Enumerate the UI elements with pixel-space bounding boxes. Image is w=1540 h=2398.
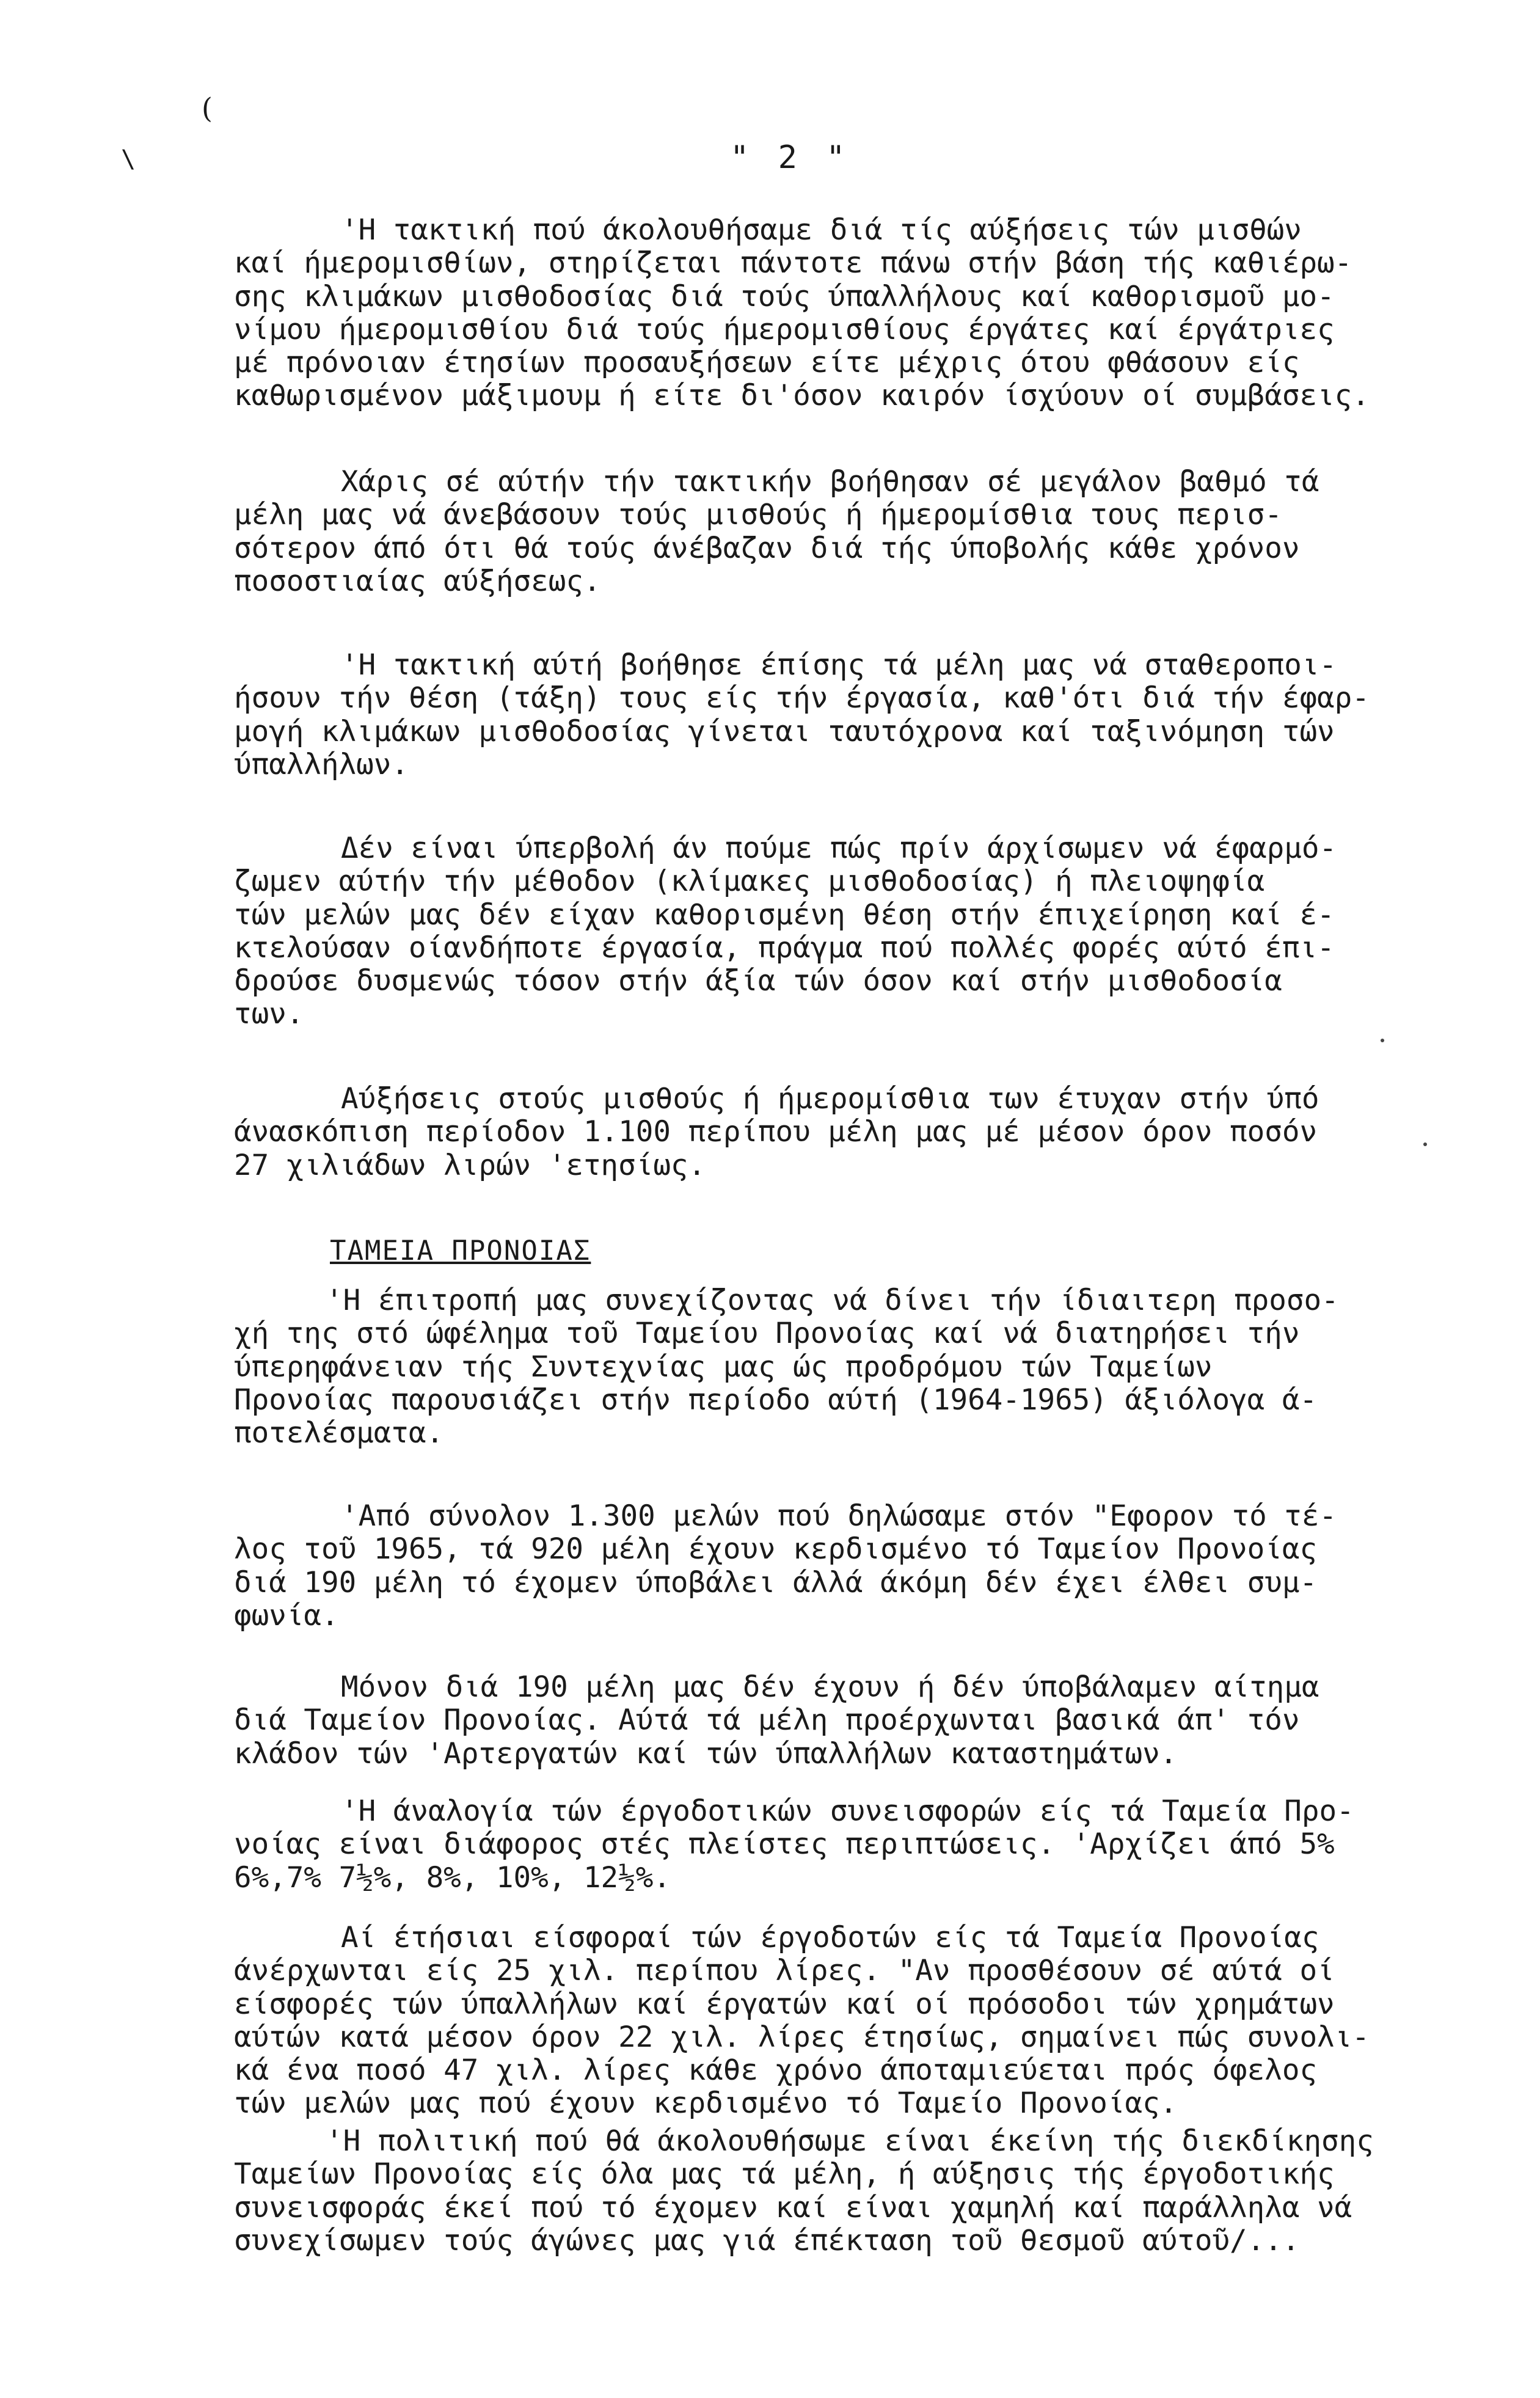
- text-line: 'Η πολιτική πού θά άκολουθήσωμε είναι έκείνη τής διεκδίκησης: [326, 2124, 1374, 2158]
- text-line: κτελούσαν οίανδήποτε έργασία, πράγμα πού πολλές φορές αύτό έπι-: [234, 930, 1335, 965]
- text-line: ζωμεν αύτήν τήν μέθοδον (κλίμακες μισθοδοσίας) ή πλειοψηφία: [234, 865, 1265, 899]
- text-line: αύτών κατά μέσον όρον 22 χιλ. λίρες έτησίως, σημαίνει πώς συνολι-: [234, 2020, 1370, 2054]
- paragraph-10: [234, 1921, 1480, 2121]
- text-line: ποτελέσματα.: [234, 1416, 444, 1450]
- text-line: χή της στό ώφέλημα τοῦ Ταμείου Προνοίας καί νά διατηρήσει τήν: [234, 1317, 1300, 1351]
- paragraph-9: [234, 1795, 1480, 1895]
- text-line: δρούσε δυσμενώς τόσον στήν άξία τών όσον καί στήν μισθοδοσία: [234, 964, 1282, 998]
- speck-mark: [1381, 1039, 1384, 1042]
- paragraph-8: [234, 1671, 1480, 1771]
- text-line: μογή κλιμάκων μισθοδοσίας γίνεται ταυτόχρονα καί ταξινόμηση τών: [234, 714, 1335, 748]
- text-line: Ταμείων Προνοίας είς όλα μας τά μέλη, ή αύξησις τής έργοδοτικής: [234, 2157, 1335, 2191]
- text-line: διά Ταμείον Προνοίας. Αύτά τά μέλη προέρχωνται βασικά άπ' τόν: [234, 1703, 1300, 1738]
- text-line: Μόνον διά 190 μέλη μας δέν έχουν ή δέν ύποβάλαμεν αίτημα: [341, 1670, 1319, 1704]
- text-line: ύπαλλήλων.: [234, 747, 409, 781]
- text-line: 'Από σύνολον 1.300 μελών πού δηλώσαμε στόν "Εφορον τό τέ-: [341, 1499, 1337, 1533]
- text-line: νοίας είναι διάφορος στές πλείστες περιπτώσεις. 'Αρχίζει άπό 5%: [234, 1827, 1335, 1862]
- text-line: ύπερηφάνειαν τής Συντεχνίας μας ώς προδρόμου τών Ταμείων: [234, 1350, 1213, 1384]
- text-line: 'Η άναλογία τών έργοδοτικών συνεισφορών είς τά Ταμεία Προ-: [341, 1794, 1354, 1828]
- side-mark: \: [121, 145, 136, 174]
- text-line: άνασκόπιση περίοδον 1.100 περίπου μέλη μας μέ μέσον όρον ποσόν: [234, 1115, 1318, 1149]
- paragraph-4: [234, 832, 1480, 1031]
- text-line: διά 190 μέλη τό έχομεν ύποβάλει άλλά άκόμη δέν έχει έλθει συμ-: [234, 1565, 1318, 1599]
- text-line: μέ πρόνοιαν έτησίων προσαυξήσεων είτε μέχρις ότου φθάσουν είς: [234, 346, 1300, 380]
- text-line: μέλη μας νά άνεβάσουν τούς μισθούς ή ήμερομίσθια τους περισ-: [234, 498, 1282, 532]
- paragraph-11: [234, 2125, 1480, 2257]
- text-line: Χάρις σέ αύτήν τήν τακτικήν βοήθησαν σέ μεγάλον βαθμό τά: [341, 465, 1319, 499]
- section-heading: ΤΑΜΕΙΑ ΠΡΟΝΟΙΑΣ: [330, 1235, 591, 1267]
- text-line: 27 χιλιάδων λιρών 'ετησίως.: [234, 1148, 706, 1182]
- text-line: τών μελών μας δέν είχαν καθορισμένη θέση στήν έπιχείρηση καί έ-: [234, 897, 1335, 932]
- text-line: Προνοίας παρουσιάζει στήν περίοδο αύτή (1964-1965) άξιόλογα ά-: [234, 1383, 1318, 1417]
- text-line: κλάδον τών 'Αρτεργατών καί τών ύπαλλήλων καταστημάτων.: [234, 1736, 1178, 1771]
- text-line: άνέρχωνται είς 25 χιλ. περίπου λίρες. "Αν προσθέσουν σέ αύτά οί: [234, 1954, 1335, 1988]
- text-line: συνεισφοράς έκεί πού τό έχομεν καί είναι χαμηλή καί παράλληλα νά: [234, 2190, 1352, 2224]
- text-line: Αύξήσεις στούς μισθούς ή ήμερομίσθια των έτυχαν στήν ύπό: [341, 1082, 1319, 1116]
- paragraph-5: [234, 1083, 1480, 1182]
- page-number: " 2 ": [730, 139, 850, 176]
- text-line: κά ένα ποσό 47 χιλ. λίρες κάθε χρόνο άποταμιεύεται πρός όφελος: [234, 2053, 1318, 2088]
- corner-mark: (: [202, 92, 213, 125]
- text-line: 6%,7% 7½%, 8%, 10%, 12½%.: [234, 1860, 671, 1895]
- paragraph-1: [234, 214, 1480, 413]
- paragraph-2: [234, 466, 1480, 598]
- text-line: τών μελών μας πού έχουν κερδισμένο τό Ταμείο Προνοίας.: [234, 2086, 1178, 2121]
- paragraph-6: [234, 1284, 1480, 1450]
- text-line: Αί έτήσιαι είσφοραί τών έργοδοτών είς τά Ταμεία Προνοίας: [341, 1921, 1319, 1954]
- text-line: νίμου ήμερομισθίου διά τούς ήμερομισθίους έργάτες καί έργάτριες: [234, 312, 1335, 346]
- text-line: σότερον άπό ότι θά τούς άνέβαζαν διά τής ύποβολής κάθε χρόνον: [234, 531, 1300, 565]
- text-line: 'Η τακτική πού άκολουθήσαμε διά τίς αύξήσεις τών μισθών: [341, 213, 1302, 247]
- text-line: των.: [234, 997, 304, 1031]
- text-line: καί ήμερομισθίων, στηρίζεται πάντοτε πάνω στήν βάση τής καθιέρω-: [234, 246, 1352, 280]
- text-line: συνεχίσωμεν τούς άγώνες μας γιά έπέκταση τοῦ θεσμοῦ αύτοῦ/...: [234, 2223, 1300, 2257]
- text-line: λος τοῦ 1965, τά 920 μέλη έχουν κερδισμένο τό Ταμείον Προνοίας: [234, 1532, 1318, 1566]
- text-line: 'Η τακτική αύτή βοήθησε έπίσης τά μέλη μας νά σταθεροποι-: [341, 648, 1337, 682]
- text-line: Δέν είναι ύπερβολή άν πούμε πώς πρίν άρχίσωμεν νά έφαρμό-: [341, 832, 1337, 865]
- text-line: ποσοστιαίας αύξήσεως.: [234, 564, 601, 598]
- speck-mark: [1423, 1142, 1427, 1146]
- text-line: φωνία.: [234, 1598, 339, 1632]
- paragraph-3: [234, 649, 1480, 781]
- text-line: 'Η έπιτροπή μας συνεχίζοντας νά δίνει τήν ίδιαιτερη προσο-: [326, 1284, 1339, 1317]
- text-line: σης κλιμάκων μισθοδοσίας διά τούς ύπαλλήλους καί καθορισμοῦ μο-: [234, 279, 1335, 313]
- text-line: είσφορές τών ύπαλλήλων καί έργατών καί οί πρόσοδοι τών χρημάτων: [234, 1987, 1335, 2021]
- text-line: καθωρισμένον μάξιμουμ ή είτε δι'όσον καιρόν ίσχύουν οί συμβάσεις.: [234, 379, 1370, 413]
- text-line: ήσουν τήν θέση (τάξη) τους είς τήν έργασία, καθ'ότι διά τήν έφαρ-: [234, 681, 1370, 715]
- paragraph-7: [234, 1500, 1480, 1632]
